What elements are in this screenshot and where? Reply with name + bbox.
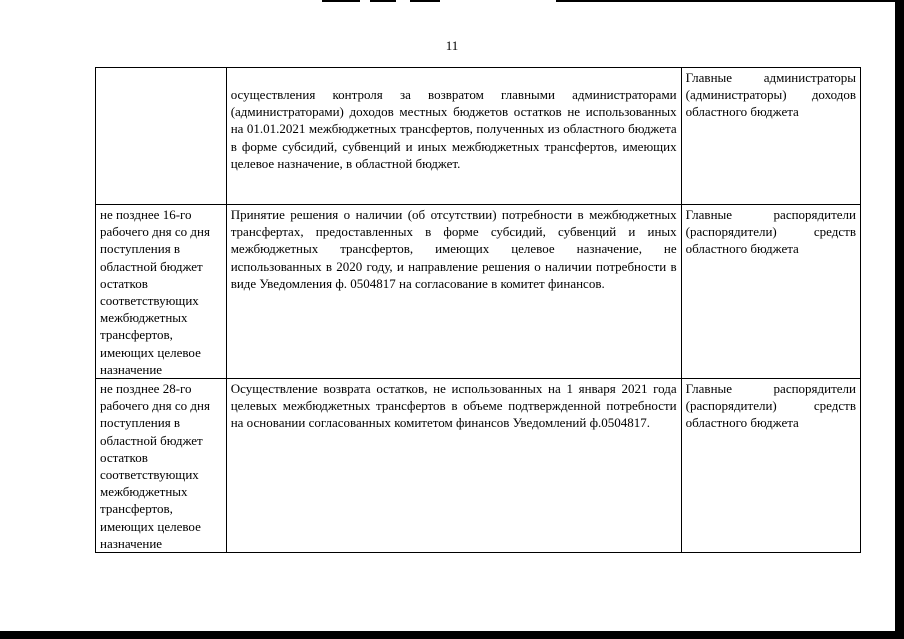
table-row <box>96 205 861 379</box>
scan-top-marks <box>0 0 904 4</box>
deadline-cell <box>96 68 227 205</box>
scan-border-right <box>895 0 904 639</box>
plan-table <box>95 67 861 553</box>
scan-border-bottom <box>0 631 904 639</box>
responsible-cell: Главные администраторы (администраторы) доходов областного бюджета <box>681 68 860 205</box>
table-row <box>96 379 861 553</box>
deadline-cell: не позднее 28-го рабочего дня со дня поступления в областной бюджет остатков соответствующих межбюджетных трансфертов, имеющих целевое назначение <box>96 379 227 553</box>
deadline-cell: не позднее 16-го рабочего дня со дня поступления в областной бюджет остатков соответствующих межбюджетных трансфертов, имеющих целевое назначение <box>96 205 227 379</box>
action-cell: Принятие решения о наличии (об отсутствии) потребности в межбюджетных трансфертах, предоставленных в форме субсидий, субвенций и иных межбюджетных трансфертов, имеющих целевое назначение, не использованных в 2020 году, и направление решения о наличии потребности в виде Уведомления ф. 0504817 на согласование в комитет финансов. <box>226 205 681 379</box>
action-cell: Осуществление возврата остатков, не использованных на 1 января 2021 года целевых межбюджетных трансфертов в объеме подтвержденной потребности на основании согласованных комитетом финансов Уведомлений ф.0504817. <box>226 379 681 553</box>
action-cell: осуществления контроля за возвратом главными администраторами (администраторами) доходов местных бюджетов остатков не использованных на 01.01.2021 межбюджетных трансфертов, полученных из областного бюджета в форме субсидий, субвенций и иных межбюджетных трансфертов, имеющих целевое назначение, в областной бюджет. <box>226 68 681 205</box>
responsible-cell: Главные распорядители (распорядители) средств областного бюджета <box>681 205 860 379</box>
page-number: 11 <box>445 38 459 53</box>
table-row <box>96 68 861 205</box>
responsible-cell: Главные распорядители (распорядители) средств областного бюджета <box>681 379 860 553</box>
